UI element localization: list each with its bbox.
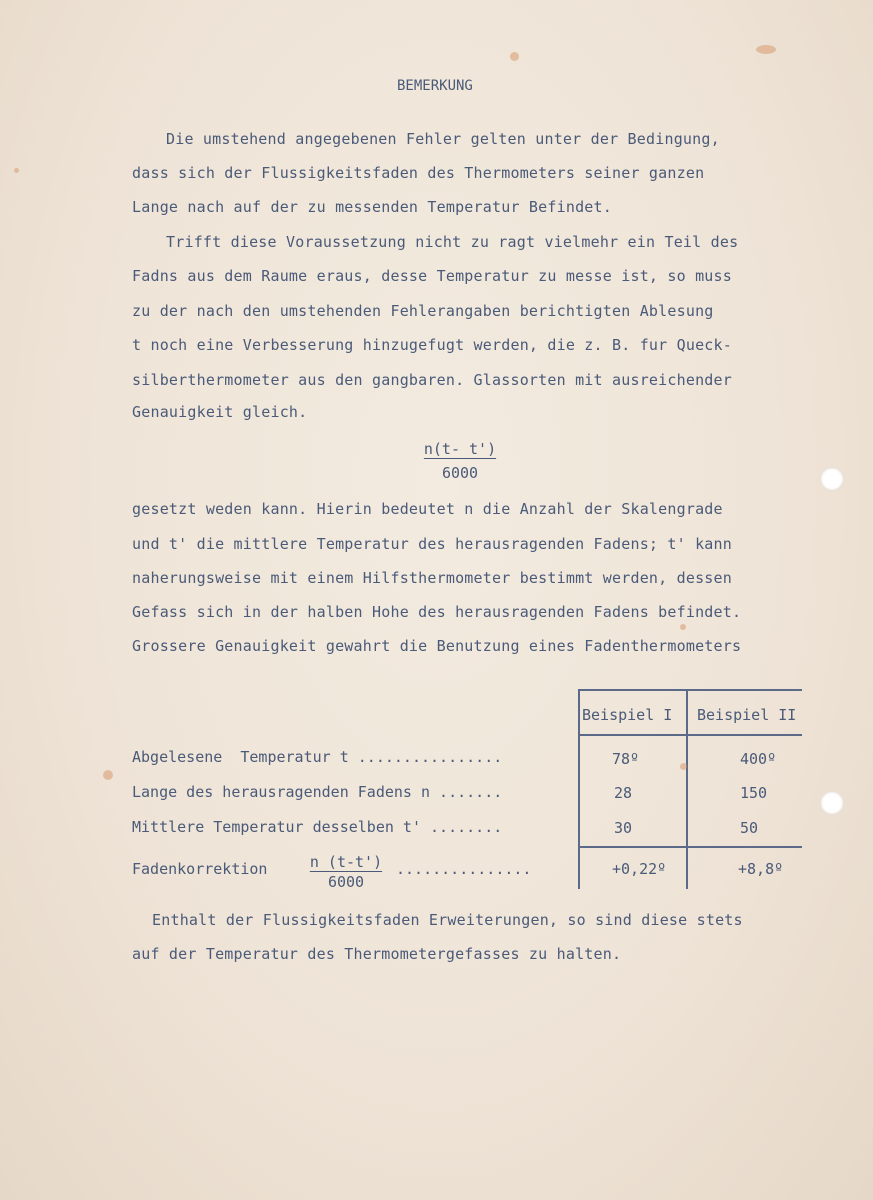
stain-spot xyxy=(103,770,113,780)
table-mid-rule xyxy=(686,689,688,889)
document-title: BEMERKUNG xyxy=(397,78,473,94)
table-top-rule xyxy=(580,689,802,691)
result-dots: ............... xyxy=(396,860,532,878)
stain-spot xyxy=(756,45,776,54)
paragraph-line: naherungsweise mit einem Hilfsthermometer bestimmt werden, dessen xyxy=(132,569,732,587)
closing-line: Enthalt der Flussigkeitsfaden Erweiterungen, so sind diese stets xyxy=(152,911,743,929)
stain-spot xyxy=(680,624,686,630)
paragraph-line: t noch eine Verbesserung hinzugefugt werden, die z. B. fur Queck- xyxy=(132,336,732,354)
table-row-value-1: 78º xyxy=(612,750,640,768)
table-row-value-1: 30 xyxy=(614,819,633,837)
paragraph-line: silberthermometer aus den gangbaren. Glassorten mit ausreichender xyxy=(132,371,732,389)
result-label: Fadenkorrektion xyxy=(132,860,268,878)
table-row-value-2: 50 xyxy=(740,819,759,837)
paragraph-line: gesetzt weden kann. Hierin bedeutet n die Anzahl der Skalengrade xyxy=(132,500,723,518)
punch-hole xyxy=(820,467,844,491)
result-value-2: +8,8º xyxy=(738,860,784,878)
paragraph-line: Lange nach auf der zu messenden Temperatur Befindet. xyxy=(132,198,612,216)
paragraph-line: zu der nach den umstehenden Fehlerangaben berichtigten Ablesung xyxy=(132,302,714,320)
table-header-2: Beispiel II xyxy=(697,706,797,724)
formula-numerator: n(t- t') xyxy=(423,440,497,458)
paragraph-line: Genauigkeit gleich. xyxy=(132,403,308,421)
table-header-1: Beispiel I xyxy=(582,706,673,724)
closing-line: auf der Temperatur des Thermometergefasses zu halten. xyxy=(132,945,622,963)
table-result-rule xyxy=(580,846,802,848)
table-row-label: Lange des herausragenden Fadens n ....... xyxy=(132,783,503,801)
table-row-label: Abgelesene Temperatur t ................ xyxy=(132,748,503,766)
stain-spot xyxy=(680,763,687,770)
formula xyxy=(405,440,515,482)
table-row-label: Mittlere Temperatur desselben t' ........ xyxy=(132,818,503,836)
table-row-value-2: 400º xyxy=(740,750,777,768)
result-formula xyxy=(296,853,396,891)
paragraph-line: Die umstehend angegebenen Fehler gelten unter der Bedingung, xyxy=(166,130,720,148)
paragraph-line: Fadns aus dem Raume eraus, desse Temperatur zu messe ist, so muss xyxy=(132,267,732,285)
stain-spot xyxy=(14,168,19,173)
table-row-value-2: 150 xyxy=(740,784,768,802)
paragraph-line: Trifft diese Voraussetzung nicht zu ragt vielmehr ein Teil des xyxy=(166,233,739,251)
paragraph-line: und t' die mittlere Temperatur des herausragenden Fadens; t' kann xyxy=(132,535,732,553)
result-value-1: +0,22º xyxy=(612,860,667,878)
formula-denominator: 6000 xyxy=(441,464,479,482)
paragraph-line: Grossere Genauigkeit gewahrt die Benutzung eines Fadenthermometers xyxy=(132,637,742,655)
punch-hole xyxy=(820,791,844,815)
result-formula-numerator: n (t-t') xyxy=(309,853,383,871)
table-header-rule xyxy=(580,734,802,736)
paragraph-line: Gefass sich in der halben Hohe des herausragenden Fadens befindet. xyxy=(132,603,742,621)
result-formula-denominator: 6000 xyxy=(327,873,365,891)
stain-spot xyxy=(510,52,519,61)
paragraph-line: dass sich der Flussigkeitsfaden des Thermometers seiner ganzen xyxy=(132,164,705,182)
table-row-value-1: 28 xyxy=(614,784,633,802)
table-left-rule xyxy=(578,689,580,889)
